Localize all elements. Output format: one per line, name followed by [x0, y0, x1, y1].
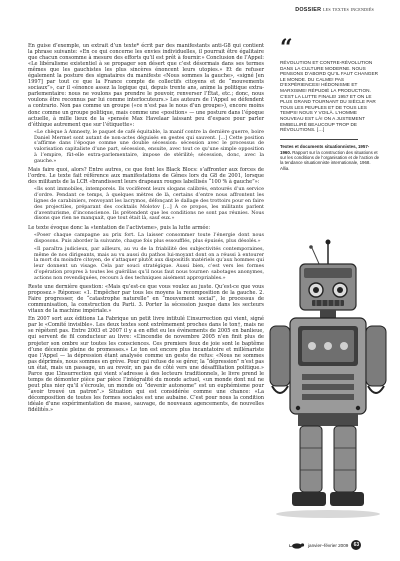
- footer-rat-icon: [289, 541, 305, 550]
- block-quote: «Ils sont immobiles, intemporels. Ils vocifèrent leurs slogans calibrés, entourés d’un service d’ordre. Pendant ce temps, à quelques mètres de là, certains d’entre nous affrontent les lignes de carabiniers, renvoyant les lacrymos, défonçant le dallage des trottoirs pour en faire des projectiles, préparant des cocktails Molotov […] À ce propos, les militants parlent d’aventurisme, d’inconscience. Ils prétendent que les conditions ne sont pas réunies. Nous disons que rien ne manquait, que tout était là, sauf eux.»: [34, 186, 264, 222]
- article-body: [28, 43, 264, 415]
- block-quote: «Il paraîtra judicieux, par ailleurs, au vu de la friabilité des subjectivités contemporaines, même de nos dirigeants, mais au vu aussi du pathos lui-moyant dont on a réussi à entourer la mort du moindre citoyen, de s’attaquer plutôt aux dispositifs matériels qu’aux hommes qui leur donnent un visage. Cela par souci stratégique. Aussi bien, c’est vers les formes d’opération propres à toutes les guérillas qu’il nous faut nous tourner: sabotages anonymes, actions non revendiquées, recours à des techniques aisément appropriables.»: [34, 245, 264, 281]
- article-paragraph: Le texte évoque donc la «tentation de l’activisme», puis la lutte armée:: [28, 224, 211, 231]
- page-number: 63: [351, 540, 361, 550]
- pull-quote: RÉVOLUTION ET CONTRE-RÉVOLUTION DANS LA CULTURE MODERNE. NOUS PENSONS D’ABORD QU’IL FAUT CHANGER LE MONDE. DU CALME! PAS D’EXPÉRIENCES! HÉDONISME ET MARXISME! RÉPUDIÉ LA PRODUCTION. C’EST LA LUTTE FINALE! 1957 ET ON LE PLUS GRAND TOURNANT DU SIÈCLE PAR TOUS LES PEUPLES ET DE TOUS LES TEMPS! NOUS Y VOILÀ. L’HOMME NOUVEAU EST LÀ! ON A JUSTEMENT EMBELLIRÉ BEAUCOUP TROP DE RÉVOLUTIONS. […]: [280, 60, 379, 133]
- article-paragraph: Reste une dernière question: «Mais qu’est-ce que vous voulez au juste. Qu’est-ce que vous proposez.» Réponse: «1. Empêcher par tous les moyens la recomposition de la gauche. 2. Faire progresser, de “catastrophe naturelle” en “mouvement social”, le processus de communisation, la construction du Parti. 3. Porter la sécession jusque dans les secteurs vitaux de la machine impériale.»: [28, 283, 264, 315]
- running-header: [295, 7, 374, 13]
- source-caption: [280, 144, 380, 170]
- section-subtitle: les textes incendiés: [322, 7, 374, 13]
- article-paragraph: En guise d’exemple, un extrait d’un texte* écrit par des manifestants anti-G8 qui contient la phrase suivante: «En ce qui concerne les envies individuelles, il pourrait être égalitaire que chacun consomme à mesure des efforts qu’il est prêt à fournir.» Conclusion de l’Appel: «Le libéralisme existentiel à se propager son désert que c’est désormais dans ses termes mêmes que les gauchistes les plus sincères énoncent leurs utopies.» Et de refuser également la posture des signataires du manifeste «Nous sommes la gauche», «signé [en 1997] par tout ce que la France compte de collectifs citoyens et de “mouvements sociaux”», car il «énonce assez la logique qui, depuis trente ans, anime la politique extra-parlementaire: nous ne voulons pas prendre le pouvoir, renverser l’État, etc.; donc, nous voulons être reconnus par lui comme interlocuteurs.» Les auteurs de l’Appel se défendent a contrario. Non pas comme un groupe («ce n’est pas le nous d’un groupe»), encore moins donc comme un groupe politique, mais comme une «position» — une posture dans l’époque actuelle, à mille lieux de la «pensée Max Havelaar laissant peu d’espace pour parler d’éthique autrement que sur l’étiquette»:: [28, 43, 264, 128]
- article-paragraph: En 2007 sort aux éditions La Fabrique un petit livre intitulé L’insurrection qui vient, signé par le «Comité invisible». Les deux textes sont extrêmement proches dans le ton†, mais ne se répètent pas. Entre 2003 et 2007 il y a en effet eu les événements de 2005 en banlieue, qui servent de fil conducteur au livre: «L’incendie de novembre 2005 n’en finit plus de projeter son ombre sur toutes les consciences. Ces premiers feux de joie sont le baptême d’une décennie pleine de promesses.» Le ton est encore plus incantatoire et millénariste que l’Appel — la dépression étant analysée comme un geste de refus: «Nous ne sommes pas déprimés, nous sommes en grève. Pour qui refuse de se gérer, la “dépression” n’est pas un état, mais un passage, un au revoir, un pas de côté vers une désaffiliation politique.» Parce que L’insurrection qui vient s’adresse à des lecteurs traditionnels, le livre prend le temps de démonter pièce par pièce l’intégralité du monde actuel, «un monde dont nul ne peut plus nier qu’il s’écroule, un monde où “devenir autonome” est un euphémisme pour “avoir trouvé un patron”.» Situation qui est considérée comme une chance: «La décomposition de toutes les formes sociales est une aubaine. C’est pour nous la condition idéale d’une expérimentation de masse, sauvage, de nouveaux agencements, de nouvelles fidélités.»: [28, 316, 264, 414]
- block-quote: «Poser chaque campagne au prix fort. La laisser consommer toute l’énergie dont nous disposons. Puis aborder la suivante, chaque fois plus essoufflés, plus épuisés, plus désolés.»: [34, 231, 264, 244]
- issue-date: janvier–février 2009: [308, 542, 349, 548]
- sidebar: [280, 35, 380, 171]
- block-quote: «Le chèque à Amnesty, le paquet de café équitable, la manif contre la dernière guerre, boire Daniel Mermet sont autant de non-actes déguisés en gestes qui sauvent. […] Cette position s’affirme dans l’époque comme une double sécession: sécession avec le processus de valorisation capitaliste d’une part, sécession, ensuite, avec tout ce qu’une simple opposition à l’empire, fût-elle extra-parlementaire, impose de stérilité; sécession, donc, avec la gauche.»: [34, 128, 264, 164]
- caption-body: Rapport sur la construction des situations et sur les conditions de l’organisation et de l’action de la tendance situationniste internationale, 1968. Allia.: [280, 149, 380, 171]
- article-paragraph: Mais faire quoi, alors? Entre autres, ce que font les Black Blocs: s’affronter aux forces de l’ordre. Le texte fait référence aux manifestations de Gênes lors du G8 de 2001, lorsque des militants de la LCR «brandissent leurs drapeaux rouges labellisés “100 % à gauche”»:: [28, 167, 264, 186]
- robot-illustration: [264, 238, 394, 520]
- caption-title: Textes et documents situationnistes, 1957-1960.: [280, 144, 370, 155]
- robot-icon: [264, 238, 394, 520]
- section-label: DOSSIER: [295, 7, 322, 13]
- divider: [280, 139, 358, 140]
- page-footer: [289, 540, 361, 550]
- quote-mark-icon: “: [280, 35, 293, 61]
